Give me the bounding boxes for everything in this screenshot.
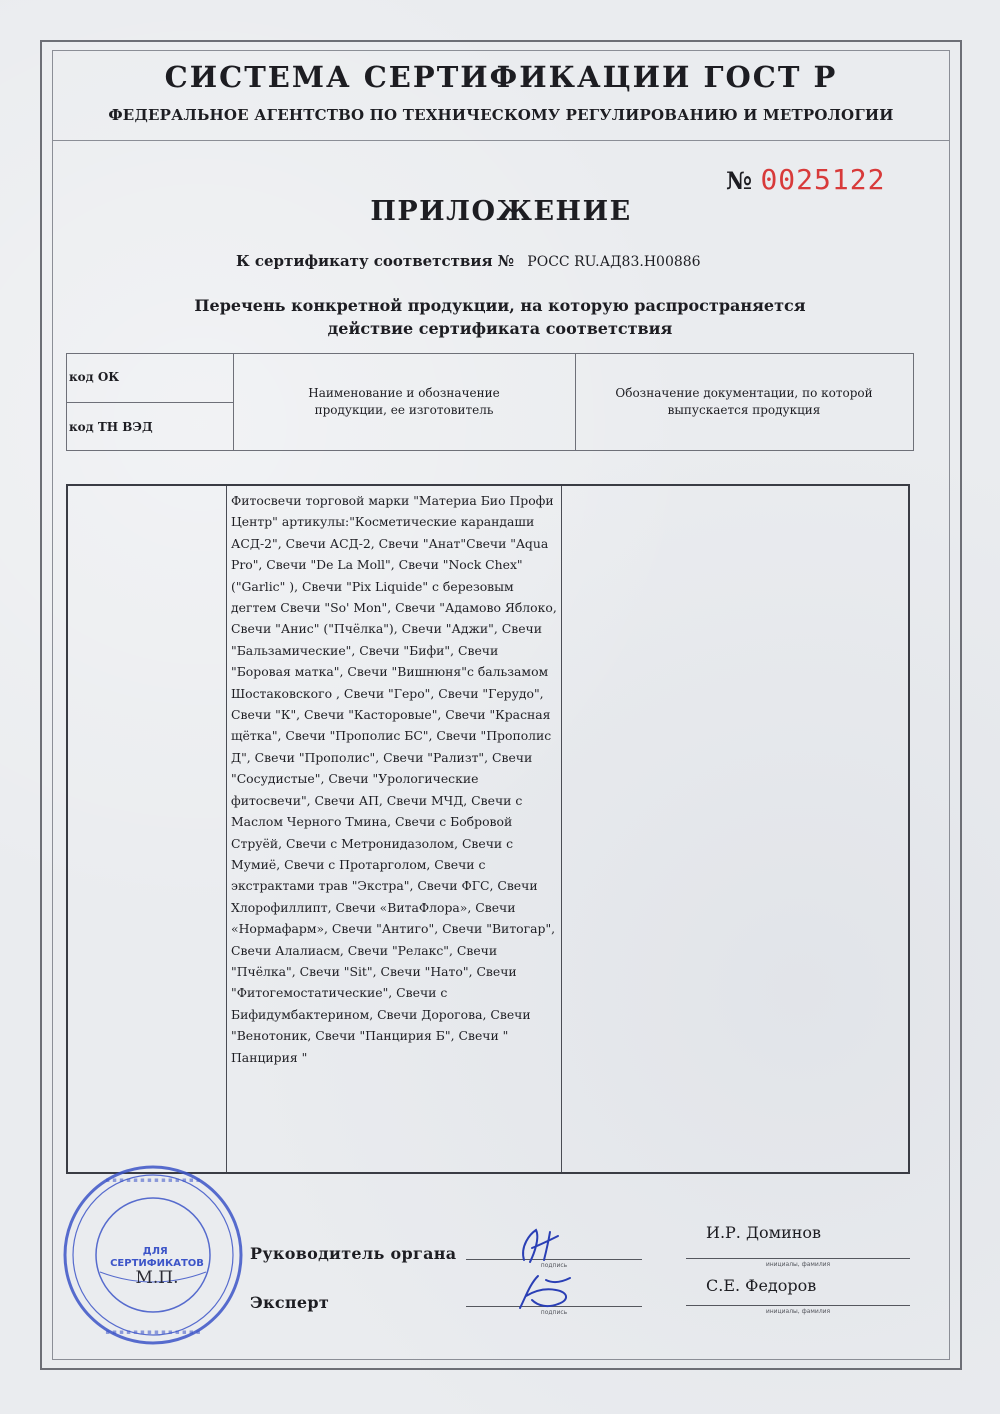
form-number <box>726 163 885 196</box>
list-heading <box>120 294 880 340</box>
system-title: СИСТЕМА СЕРТИФИКАЦИИ ГОСТ Р <box>164 60 838 94</box>
stamp-center-text: ДЛЯ СЕРТИФИКАТОВ <box>110 1246 204 1269</box>
certificate-reference <box>236 252 701 270</box>
docs-column-label: Обозначение документации, по которой выпускается продукция <box>615 386 873 417</box>
stamp-mp: М.П. <box>135 1268 179 1288</box>
cert-ref-value: РОСС RU.АД83.Н00886 <box>527 254 701 270</box>
expert-name: С.Е. Федоров <box>706 1276 817 1295</box>
codes-column-header <box>67 354 234 450</box>
svg-text:▪ ▪ ▪ ▪ ▪ ▪ ▪ ▪ ▪ ▪ ▪ ▪ ▪ ▪: ▪ ▪ ▪ ▪ ▪ ▪ ▪ ▪ ▪ ▪ ▪ ▪ ▪ ▪ <box>105 1176 201 1184</box>
header-divider <box>52 140 950 141</box>
name-column-header <box>233 354 576 450</box>
code-tn-label: код ТН ВЭД <box>69 420 153 434</box>
svg-text:▪ ▪ ▪ ▪ ▪ ▪ ▪ ▪ ▪ ▪ ▪ ▪ ▪ ▪: ▪ ▪ ▪ ▪ ▪ ▪ ▪ ▪ ▪ ▪ ▪ ▪ ▪ ▪ <box>105 1328 201 1336</box>
list-heading-line2: действие сертификата соответствия <box>327 319 673 338</box>
head-name: И.Р. Доминов <box>706 1223 822 1242</box>
cert-ref-label: К сертификату соответствия № <box>236 252 515 270</box>
products-table <box>66 484 910 1174</box>
docs-column <box>562 486 908 1172</box>
table-header <box>66 353 914 451</box>
head-label: Руководитель органа <box>250 1244 457 1263</box>
expert-name-line <box>686 1305 910 1306</box>
products-column <box>226 486 562 1172</box>
expert-name-caption: инициалы, фамилия <box>765 1308 831 1315</box>
name-column-label: Наименование и обозначение продукции, ее изготовитель <box>308 386 500 417</box>
head-name-line <box>686 1258 910 1259</box>
form-number-value: 0025122 <box>760 163 886 196</box>
expert-label: Эксперт <box>250 1293 330 1312</box>
codes-divider <box>67 402 233 403</box>
round-stamp <box>60 1162 246 1348</box>
number-sign: № <box>726 166 753 195</box>
product-list-text: Фитосвечи торговой марки "Материа Био Профи Центр" артикулы:"Косметические карандаши АСД-2", Свечи АСД-2, Свечи "Анат"Свечи "Aqua Pro", Свечи "De La Moll", Свечи "Nock Chex"("Garlic" ), Свечи "Pix Liquide" с березовым дегтем Свечи "So' Mon", Свечи "Адамово Яблоко, Свечи "Анис" ("Пчёлка"), Свечи "Аджи", Свечи "Бальзамические", Свечи "Бифи", Свечи "Боровая матка", Свечи "Вишнюня"с бальзамом Шостаковского , Свечи "Геро", Свечи "Герудо", Свечи "К", Свечи "Касторовые", Свечи "Красная щётка", Свечи "Прополис БС", Свечи "Прополис Д", Свечи "Прополис", Свечи "Рализт", Свечи "Сосудистые", Свечи "Урологические фитосвечи", Свечи АП, Свечи МЧД, Свечи с Маслом Черного Тмина, Свечи с Бобровой Струёй, Свечи с Метронидазолом, Свечи с Мумиё, Свечи с Протарголом, Свечи с экстрактами трав "Экстра", Свечи ФГС, Свечи Хлорофиллипт, Свечи «ВитаФлора», Свечи «Нормафарм», Свечи "Антиго", Свечи "Витогар", Свечи Алалиасм, Свечи "Релакс", Свечи "Пчёлка", Свечи "Sit", Свечи "Нато", Свечи "Фитогемостатические", Свечи с Бифидумбактерином, Свечи Дорогова, Свечи "Венотоник, Свечи "Панцирия Б", Свечи " Панцирия " <box>231 493 557 1065</box>
head-sign-caption: подпись <box>540 1262 568 1269</box>
document-title: ПРИЛОЖЕНИЕ <box>370 196 632 227</box>
head-signature <box>510 1226 570 1266</box>
docs-column-header <box>575 354 913 450</box>
agency-title: ФЕДЕРАЛЬНОЕ АГЕНТСТВО ПО ТЕХНИЧЕСКОМУ РЕГУЛИРОВАНИЮ И МЕТРОЛОГИИ <box>108 106 894 124</box>
code-ok-label: код ОК <box>69 370 120 384</box>
head-name-caption: инициалы, фамилия <box>765 1261 831 1268</box>
list-heading-line1: Перечень конкретной продукции, на которую распространяется <box>194 296 806 315</box>
codes-column <box>68 486 227 1172</box>
expert-sign-caption: подпись <box>540 1309 568 1316</box>
expert-signature <box>512 1270 582 1314</box>
